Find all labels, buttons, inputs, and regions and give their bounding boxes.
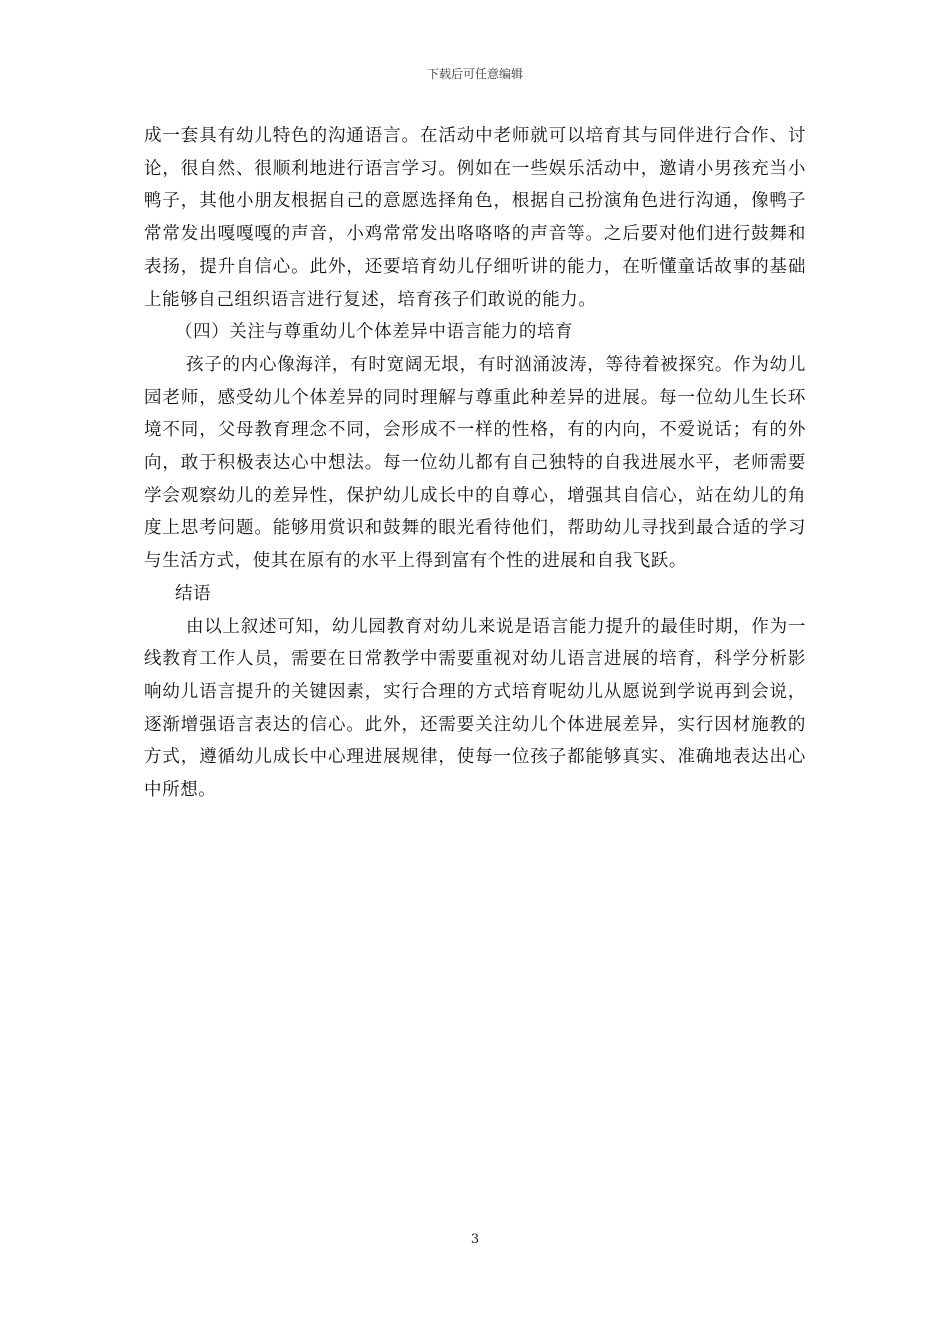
page-header-note: 下载后可任意编辑 bbox=[426, 67, 523, 81]
paragraph-conclusion: 由以上叙述可知，幼儿园教育对幼儿来说是语言能力提升的最佳时期，作为一线教育工作人员，需要在日常教学中需要重视对幼儿语言进展的培育，科学分析影响幼儿语言提升的关键因素，实行合理的方式培育呢幼儿从愿说到学说再到会说，逐渐增强语言表达的信心。此外，还需要关注幼儿个体进展差异，实行因材施教的方式，遵循幼儿成长中心理进展规律，使每一位孩子都能够真实、准确地表达出心中所想。 bbox=[144, 616, 806, 801]
page-number: 3 bbox=[470, 1232, 480, 1247]
paragraph-individual-differences: 孩子的内心像海洋，有时宽阔无垠，有时汹涌波涛，等待着被探究。作为幼儿园老师，感受幼儿个体差异的同时理解与尊重此种差异的进展。每一位幼儿生长环境不同，父母教育理念不同，会形成不一样的性格，有的内向，不爱说话；有的外向，敢于积极表达心中想法。每一位幼儿都有自己独特的自我进展水平，老师需要学会观察幼儿的差异性，保护幼儿成长中的自尊心，增强其自信心，站在幼儿的角度上思考问题。能够用赏识和鼓舞的眼光看待他们，帮助幼儿寻找到最合适的学习与生活方式，使其在原有的水平上得到富有个性的进展和自我飞跃。 bbox=[144, 354, 806, 572]
paragraph-continued: 成一套具有幼儿特色的沟通语言。在活动中老师就可以培育其与同伴进行合作、讨论，很自然、很顺利地进行语言学习。例如在一些娱乐活动中，邀请小男孩充当小鸭子，其他小朋友根据自己的意愿选择角色，根据自己扮演角色进行沟通，像鸭子常常发出嘎嘎嘎的声音，小鸡常常发出咯咯咯的声音等。之后要对他们进行鼓舞和表扬，提升自信心。此外，还要培育幼儿仔细听讲的能力，在听懂童话故事的基础上能够自己组织语言进行复述，培育孩子们敢说的能力。 bbox=[144, 126, 806, 310]
section-heading-4: （四）关注与尊重幼儿个体差异中语言能力的培育 bbox=[175, 322, 574, 343]
document-body bbox=[144, 120, 806, 807]
conclusion-heading: 结语 bbox=[175, 583, 212, 604]
